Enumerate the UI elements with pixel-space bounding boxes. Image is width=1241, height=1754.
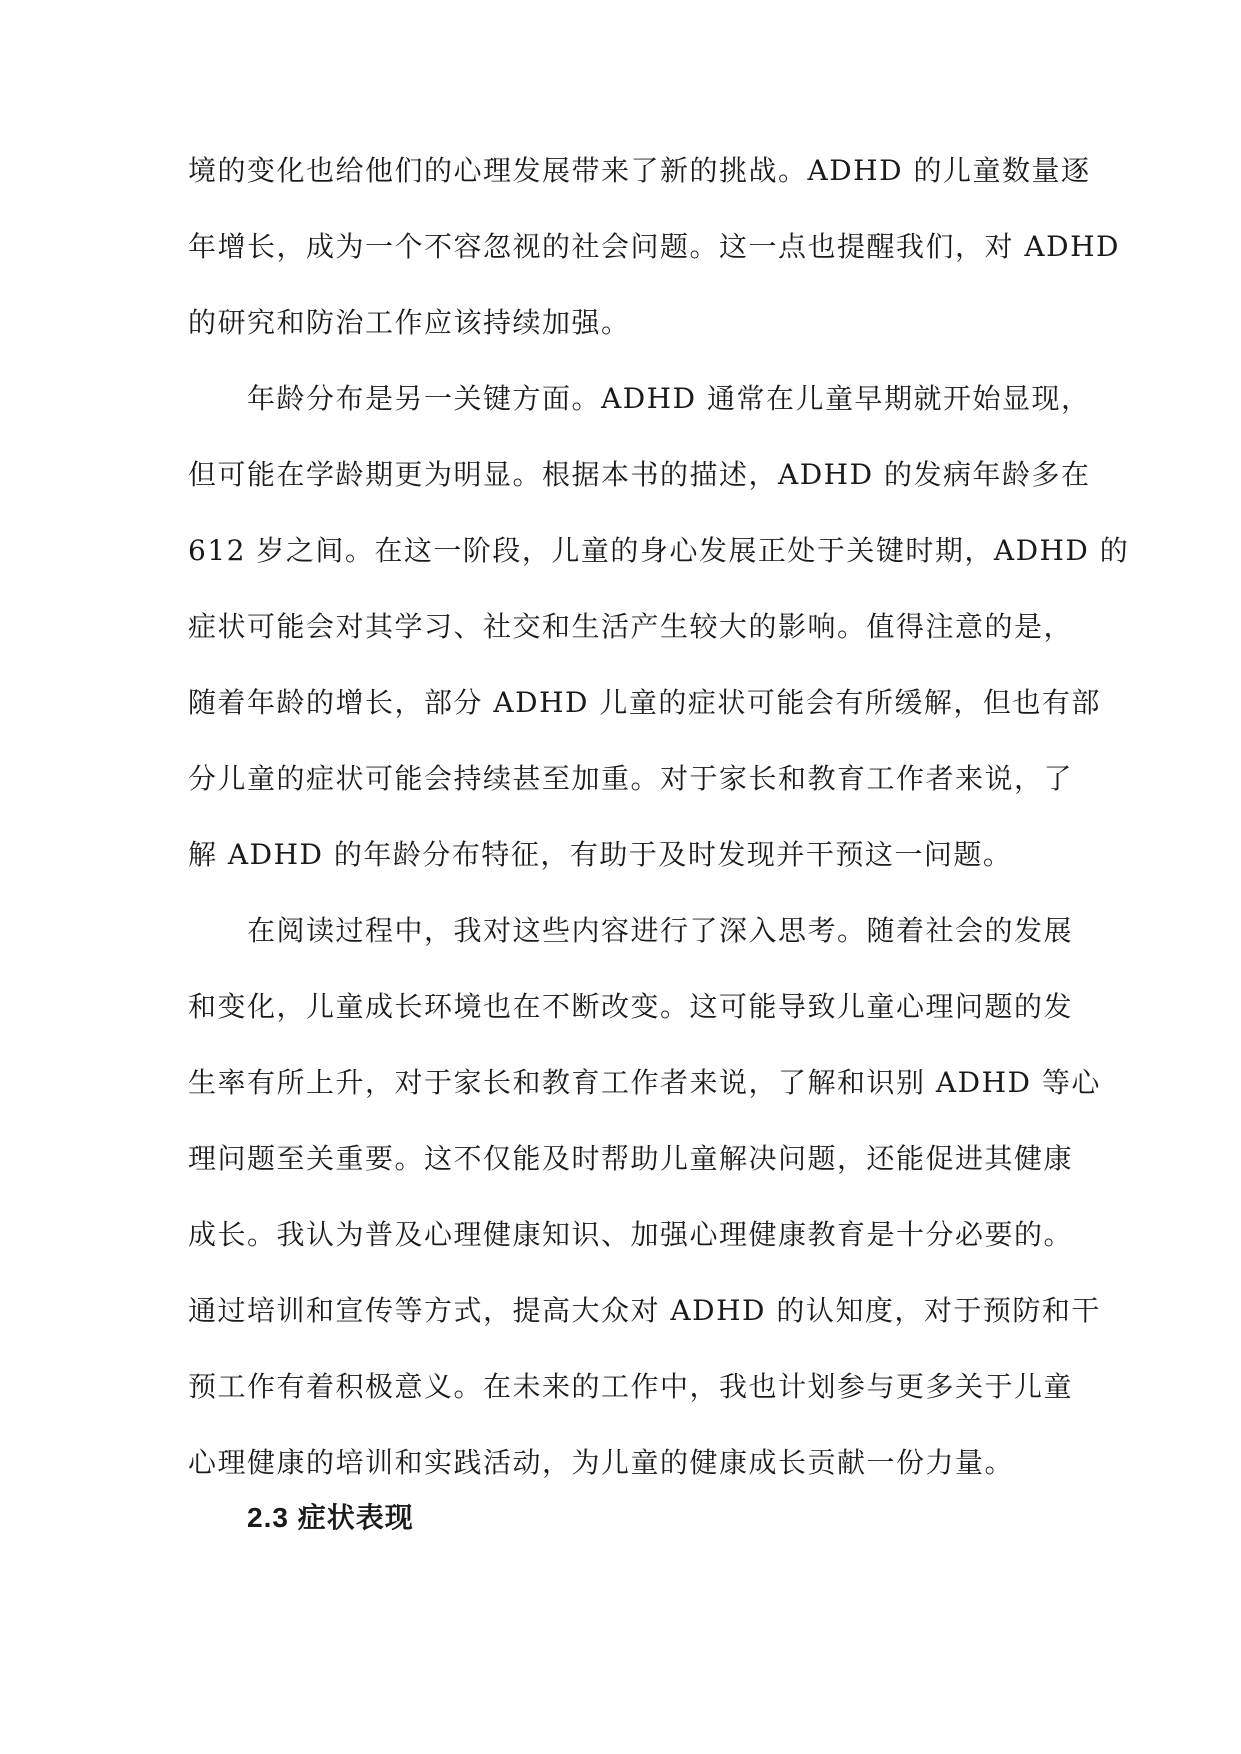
paragraph-line: 境的变化也给他们的心理发展带来了新的挑战。ADHD 的儿童数量逐: [188, 154, 1091, 187]
paragraph-line: 的研究和防治工作应该持续加强。: [188, 306, 631, 339]
paragraph-line: 成长。我认为普及心理健康知识、加强心理健康教育是十分必要的。: [188, 1218, 1074, 1251]
paragraph-line: 理问题至关重要。这不仅能及时帮助儿童解决问题，还能促进其健康: [188, 1142, 1074, 1175]
paragraph-line: 心理健康的培训和实践活动，为儿童的健康成长贡献一份力量。: [188, 1446, 1015, 1479]
paragraph-line: 症状可能会对其学习、社交和生活产生较大的影响。值得注意的是，: [188, 610, 1074, 643]
paragraph-line: 年龄分布是另一关键方面。ADHD 通常在儿童早期就开始显现，: [247, 382, 1091, 415]
paragraph-line: 预工作有着积极意义。在未来的工作中，我也计划参与更多关于儿童: [188, 1370, 1074, 1403]
paragraph-line: 解 ADHD 的年龄分布特征，有助于及时发现并干预这一问题。: [188, 838, 1013, 871]
paragraph-line: 和变化，儿童成长环境也在不断改变。这可能导致儿童心理问题的发: [188, 990, 1074, 1023]
body-text: [188, 133, 1130, 1501]
paragraph-1: [188, 133, 1120, 361]
paragraph-line: 在阅读过程中，我对这些内容进行了深入思考。随着社会的发展: [247, 914, 1074, 947]
paragraph-2: [188, 361, 1130, 893]
section-heading: 2.3 症状表现: [247, 1502, 414, 1533]
paragraph-line: 随着年龄的增长，部分 ADHD 儿童的症状可能会有所缓解，但也有部: [188, 686, 1101, 719]
paragraph-line: 生率有所上升，对于家长和教育工作者来说，了解和识别 ADHD 等心: [188, 1066, 1101, 1099]
paragraph-3: [188, 893, 1101, 1501]
paragraph-line: 通过培训和宣传等方式，提高大众对 ADHD 的认知度，对于预防和干: [188, 1294, 1101, 1327]
paragraph-line: 分儿童的症状可能会持续甚至加重。对于家长和教育工作者来说，了: [188, 762, 1074, 795]
paragraph-line: 612 岁之间。在这一阶段，儿童的身心发展正处于关键时期，ADHD 的: [188, 534, 1130, 567]
paragraph-line: 但可能在学龄期更为明显。根据本书的描述，ADHD 的发病年龄多在: [188, 458, 1091, 491]
paragraph-line: 年增长，成为一个不容忽视的社会问题。这一点也提醒我们，对 ADHD: [188, 230, 1120, 263]
